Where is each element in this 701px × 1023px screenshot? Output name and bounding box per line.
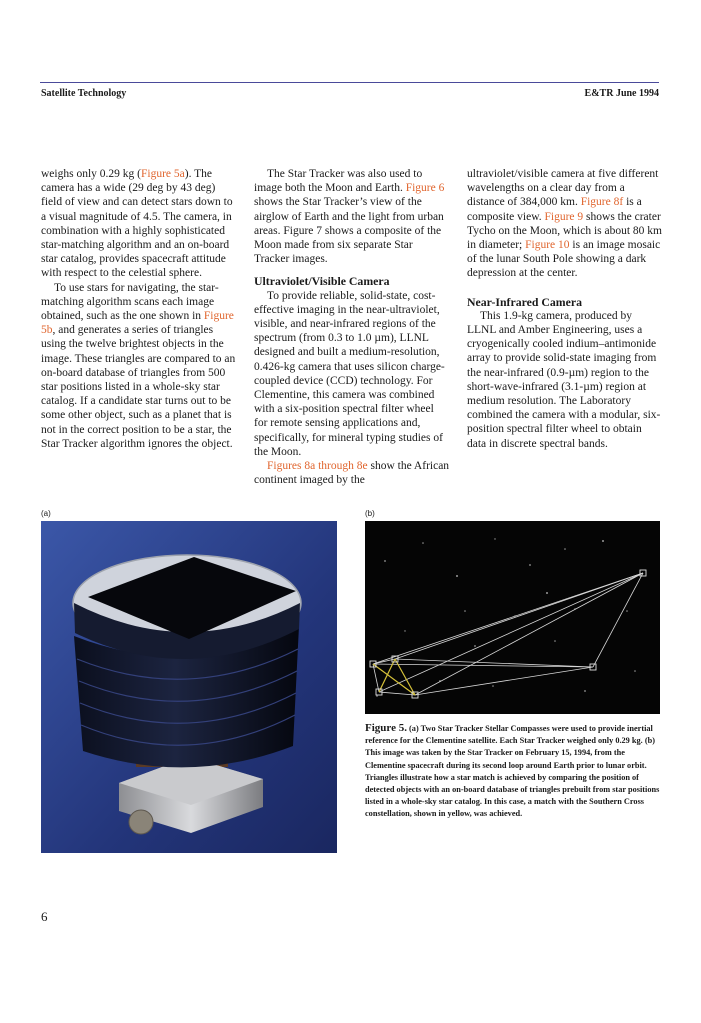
- section-heading: Near-Infrared Camera: [467, 294, 582, 309]
- figure-label-b: (b): [365, 509, 375, 518]
- figure-link[interactable]: Figure 5b: [41, 310, 234, 337]
- paragraph: Figures 8a through 8e show the African continent imaged by the: [254, 460, 450, 487]
- star-tracker-illustration: [41, 521, 337, 853]
- figure-caption-title: Figure 5.: [365, 722, 407, 734]
- paragraph: weighs only 0.29 kg (Figure 5a). The camera has a wide (29 deg by 43 deg) field of view and can detect stars down to a visual magnitude of 4.5. The camera, in combination with a highly sophisticated star-matching algorithm and an on-board star catalog, provides spacecraft attitude with respect to the celestial sphere.: [41, 168, 233, 280]
- star-field-image: [365, 521, 660, 714]
- paragraph: ultraviolet/visible camera at five different wavelengths on a clear day from a distance of 384,000 km. Figure 8f is a composite view. Figure 9 shows the crater Tycho on the Moon, which is about 80 km in diameter; Figure 10 is an image mosaic of the lunar South Pole showing a dark depression at the center.: [467, 168, 662, 280]
- section-heading: Ultraviolet/Visible Camera: [254, 274, 390, 289]
- page-number: 6: [41, 909, 48, 924]
- text-column-2: [254, 167, 450, 487]
- running-header-issue: E&TR June 1994: [584, 88, 659, 99]
- header-rule: [40, 82, 659, 83]
- text-column-1: [41, 167, 237, 451]
- figure-link[interactable]: Figure 5a: [140, 168, 185, 180]
- star-tracker-photo: [41, 521, 337, 853]
- running-header-section: Satellite Technology: [41, 88, 127, 99]
- figure-link[interactable]: Figure 6: [405, 182, 445, 195]
- figure-caption: [365, 722, 661, 821]
- figure-link[interactable]: Figure 10: [525, 239, 570, 252]
- figure-caption-text: (a) Two Star Tracker Stellar Compasses were used to provide inertial reference for the Clementine satellite. Each Star Tracker weighed only 0.29 kg. (b) This image was taken by the Star Tracker on February 15, 1994, from the Clementine spacecraft during its second loop around Earth prior to lunar orbit. Triangles illustrate how a star match is achieved by comparing the position of detected objects with an on-board database of triangles prebuilt from star positions listed in a whole-sky star catalog. In this case, a match with the Southern Cross constellation, shown in yellow, was achieved.: [365, 724, 660, 819]
- paragraph: To provide reliable, solid-state, cost-effective imaging in the near-ultraviolet, visible, and near-infrared regions of the spectrum (from 0.3 to 1.0 µm), LLNL designed and built a medium-resolution, 0.426-kg camera that uses silicon charge-coupled device (CCD) technology. For Clementine, this camera was combined with a six-position spectral filter wheel for remote sensing applications and, specifically, for mineral typing studies of the Moon.: [254, 289, 445, 458]
- paragraph: This 1.9-kg camera, produced by LLNL and Amber Engineering, uses a cryogenically cooled indium–antimonide array to provide solid-state imaging from the near-infrared (0.9-µm) region to the short-wave-infrared (3.1-µm) region at medium resolution. The Laboratory combined the camera with a modular, six-position spectral filter wheel to obtain data in discrete spectral bands.: [467, 309, 661, 450]
- paragraph: The Star Tracker was also used to image both the Moon and Earth. Figure 6 shows the Star Tracker’s view of the airglow of Earth and the light from urban areas. Figure 7 shows a composite of the Moon made from six separate Star Tracker images.: [254, 168, 445, 266]
- figure-link[interactable]: Figures 8a through 8e: [267, 460, 368, 473]
- star-triangle-diagram: [365, 521, 660, 714]
- figure-link[interactable]: Figure 8f: [580, 196, 624, 209]
- figure-label-a: (a): [41, 509, 51, 518]
- figure-link[interactable]: Figure 9: [544, 210, 584, 223]
- text-column-3: [467, 167, 663, 451]
- paragraph: To use stars for navigating, the star-matching algorithm scans each image obtained, such as the one shown in Figure 5b, and generates a series of triangles using the twelve brightest objects in the image. These triangles are compared to an on-board database of triangles from 500 star positions listed in a whole-sky star catalog. If a candidate star turns out to be some other object, such as a planet that is not in the correct position to be a star, the Star Tracker algorithm ignores the object.: [41, 281, 236, 450]
